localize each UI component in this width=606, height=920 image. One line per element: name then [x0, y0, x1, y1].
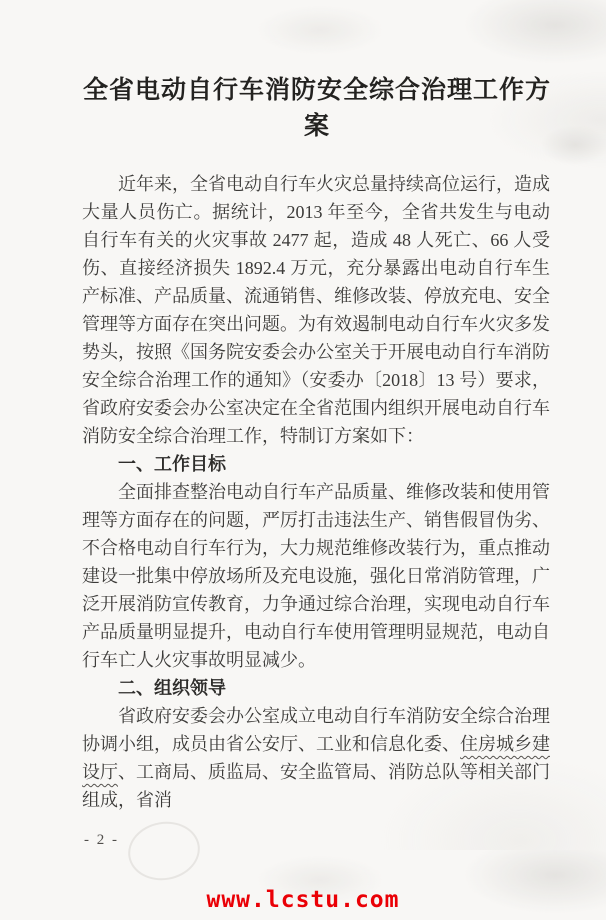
underlined-phrase-housing-dept: 住房城乡建设厅 — [82, 734, 550, 782]
section-heading-organization: 二、组织领导 — [118, 678, 226, 698]
scan-smudge — [540, 125, 606, 165]
document-title: 全省电动自行车消防安全综合治理工作方案 — [82, 77, 551, 140]
section-body-work-goals: 全面排查整治电动自行车产品质量、维修改装和使用管理等方面存在的问题，严厉打击违法生产、销售假冒伪劣、不合格电动自行车行为，大力规范维修改装行为，重点推动建设一批集中停放场所及充电设施，强化日常消防管理，广泛开展消防宣传教育，力争通过综合治理，实现电动自行车产品质量明显提升，电动自行车使用管理明显规范，电动自行车亡人火灾事故明显减少。 — [82, 482, 550, 670]
intro-paragraph: 近年来，全省电动自行车火灾总量持续高位运行，造成大量人员伤亡。据统计，2013 年至今，全省共发生与电动自行车有关的火灾事故 2477 起，造成 48 人死亡、66 人受伤、直接经济损失 1892.4 万元，充分暴露出电动自行车生产标准、产品质量、流通销售、维修改装、停放充电、安全管理等方面存在突出问题。为有效遏制电动自行车火灾多发势头，按照《国务院安委会办公室关于开展电动自行车消防安全综合治理工作的通知》（安委办〔2018〕13 号）要求，省政府安委会办公室决定在全省范围内组织开展电动自行车消防安全综合治理工作，特制订方案如下： — [82, 174, 550, 446]
organization-text-after: 、工商局、质监局、安全监管局、消防总队等相关部门组成，省消 — [82, 762, 550, 810]
organization-text-before: 省政府安委会办公室成立电动自行车消防安全综合治理协调小组，成员由省公安厅、工业和信息化委、 — [82, 706, 550, 754]
watermark-url: www.lcstu.com — [206, 887, 400, 913]
section-heading-work-goals: 一、工作目标 — [118, 454, 226, 474]
page-number: - 2 - — [84, 832, 119, 848]
section-body-organization — [82, 702, 550, 814]
scanned-document-page — [0, 70, 606, 920]
document-body — [82, 170, 550, 814]
faint-stamp-mark — [124, 816, 205, 886]
